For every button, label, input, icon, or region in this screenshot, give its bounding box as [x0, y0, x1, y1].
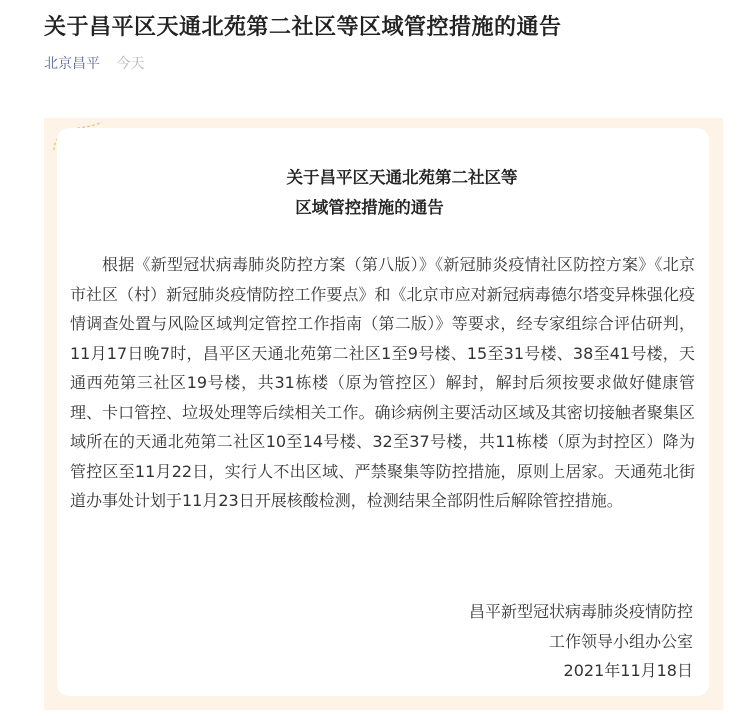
signature-org-line2: 工作领导小组办公室 [548, 631, 693, 651]
notice-body: 根据《新型冠状病毒肺炎防控方案（第八版）》《新冠肺炎疫情社区防控方案》《北京市社区（村）新冠肺炎疫情防控工作要点》和《北京市应对新冠病毒德尔塔变异株强化疫情调查处置与风险区域判定管控工作指南（第二版）》等要求，经专家组综合评估研判，11月17日晚7时，昌平区天通北苑第二社区1至9号楼、15至31号楼、38至41号楼，天通西苑第三社区19号楼，共31栋楼（原为管控区）解封，解封后须按要求做好健康管理、卡口管控、垃圾处理等后续相关工作。确诊病例主要活动区域及其密切接触者聚集区域所在的天通北苑第二社区10至14号楼、32至37号楼，共11栋楼（原为封控区）降为管控区至11月22日，实行人不出区域、严禁聚集等防控措施，原则上居家。天通苑北街道办事处计划于11月23日开展核酸检测，检测结果全部阴性后解除管控措施。 [70, 255, 695, 510]
notice-title-line2: 区域管控措施的通告 [295, 198, 444, 217]
publish-date: 今天 [116, 56, 145, 72]
article-meta [44, 53, 144, 73]
notice-title-line1: 关于昌平区天通北苑第二社区等 [286, 168, 518, 187]
signature-block [469, 597, 693, 686]
source-link[interactable]: 北京昌平 [44, 56, 100, 72]
notice-title [0, 163, 739, 223]
signature-org-line1: 昌平新型冠状病毒肺炎疫情防控 [468, 602, 693, 621]
signature-date: 2021年11月18日 [563, 661, 693, 680]
article-title: 关于昌平区天通北苑第二社区等区域管控措施的通告 [44, 15, 562, 40]
